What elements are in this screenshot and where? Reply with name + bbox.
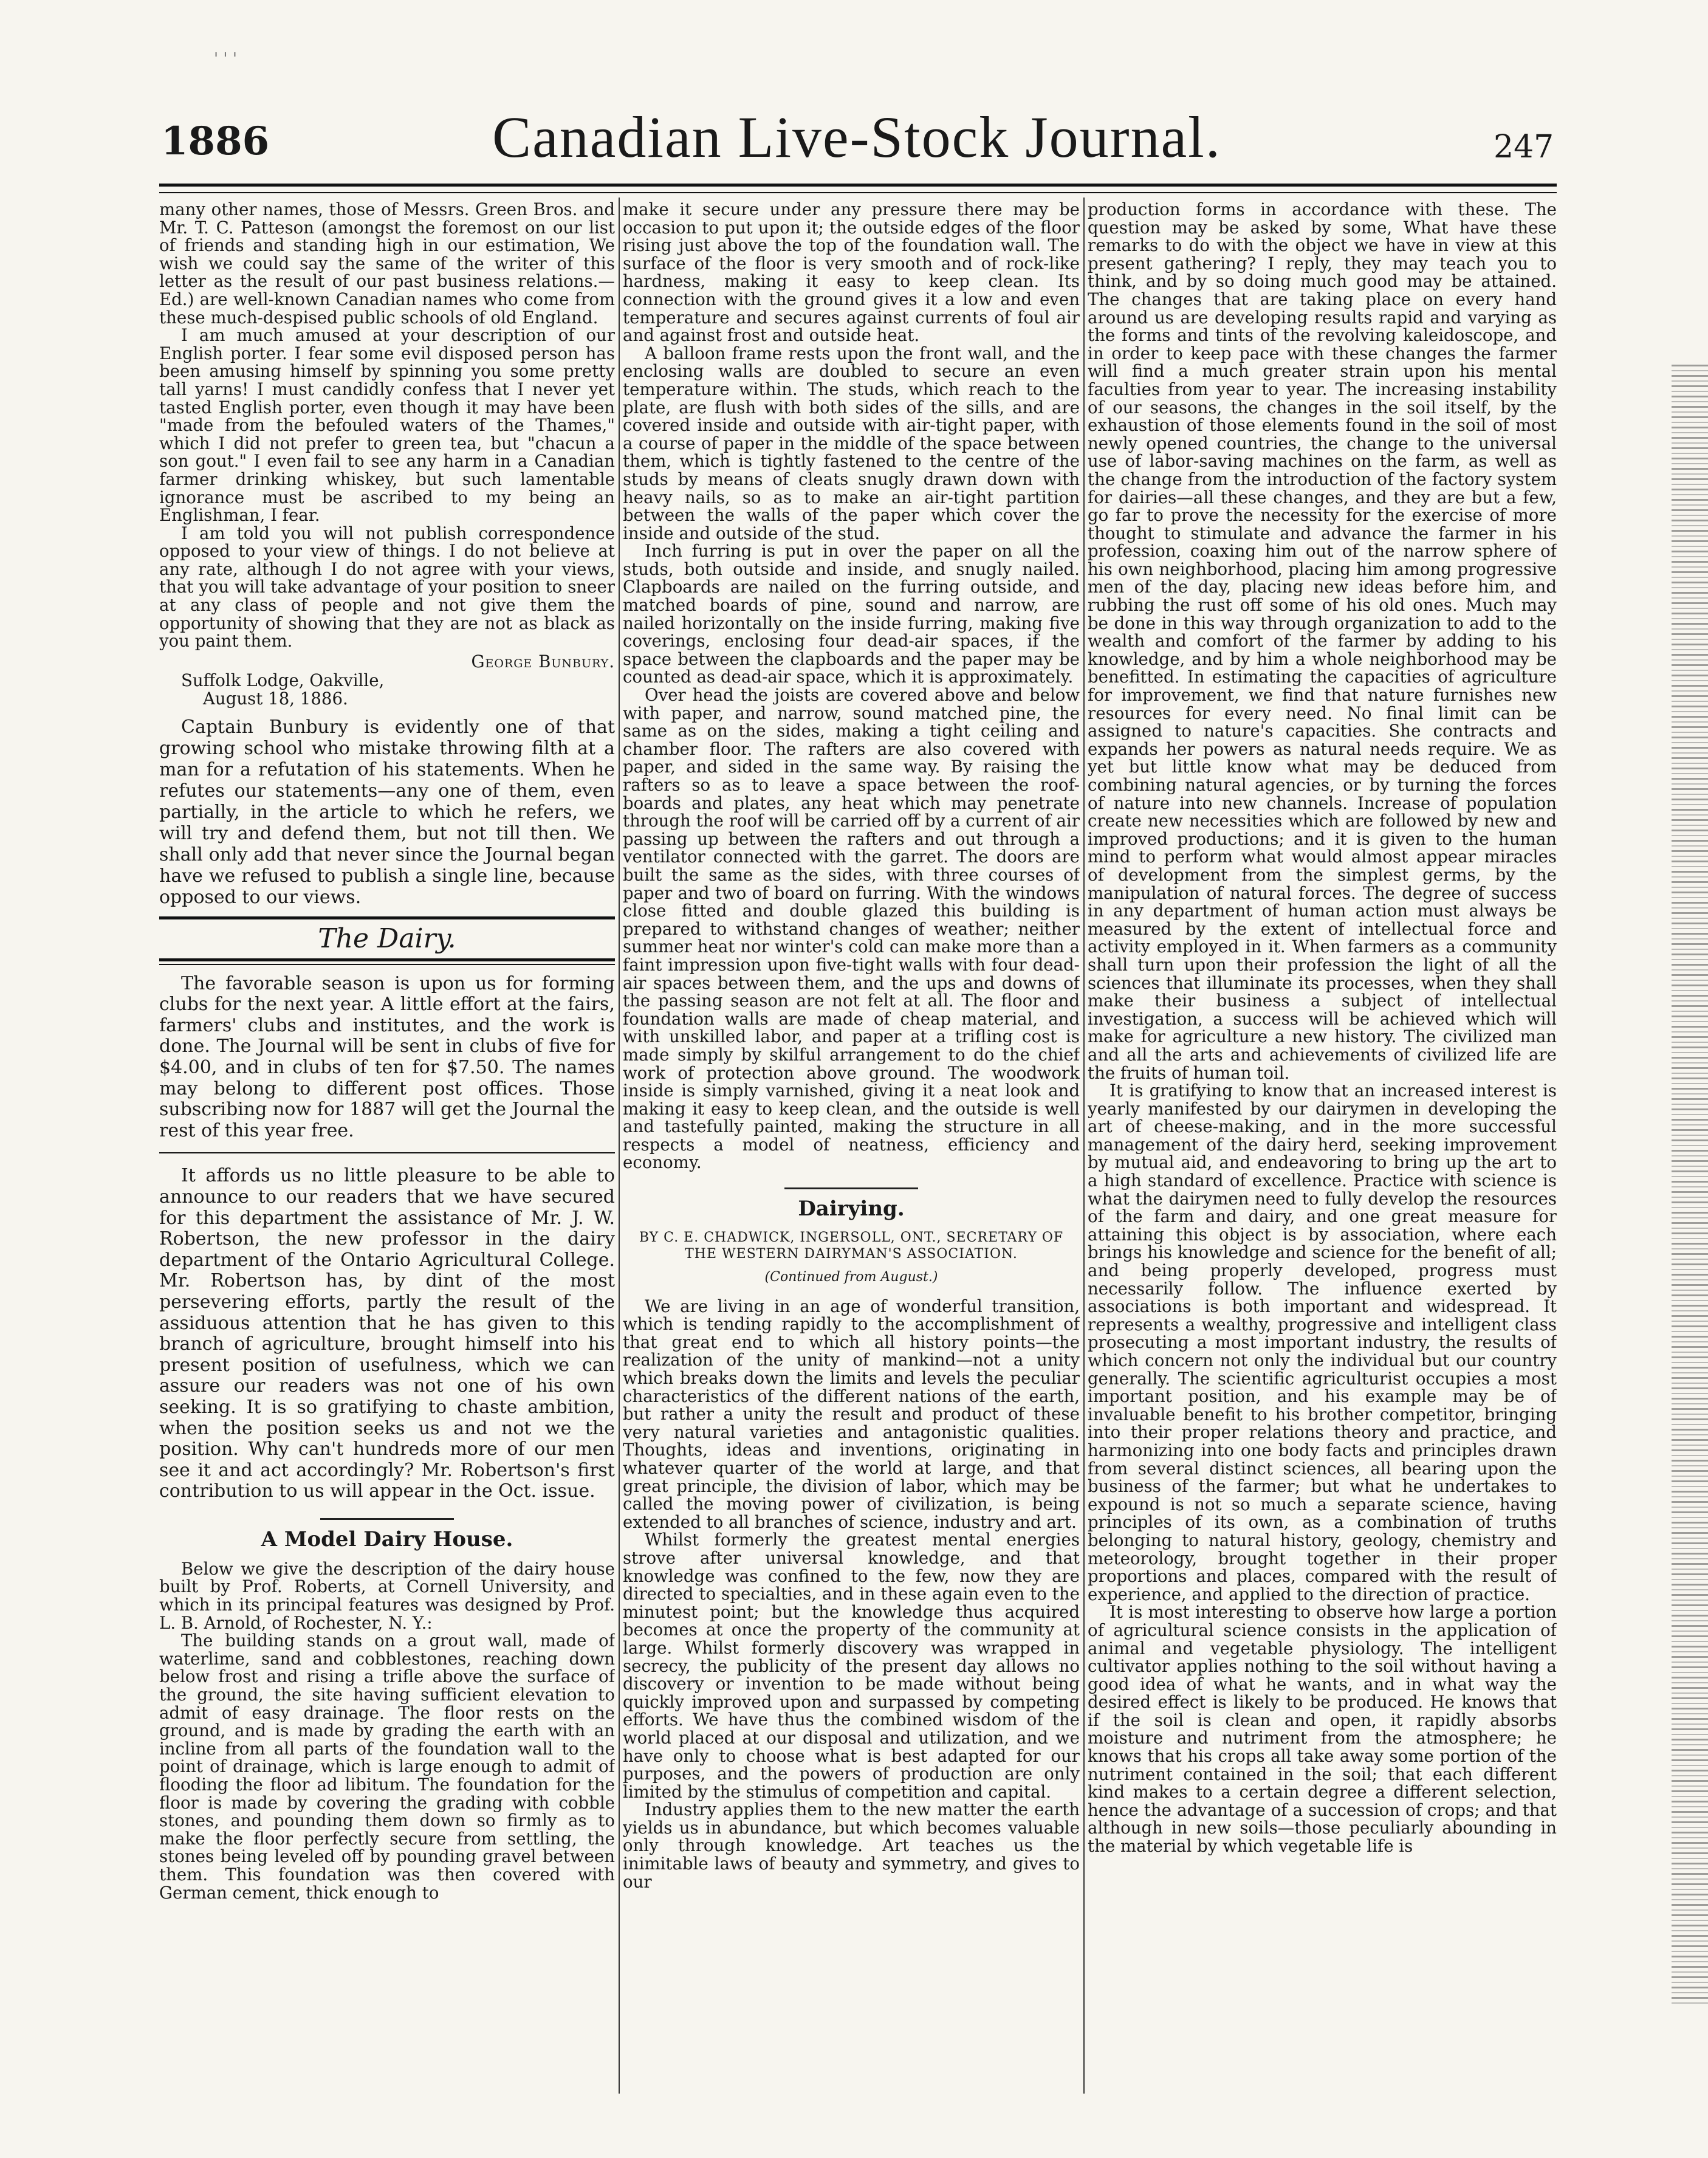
scan-edge-artifact bbox=[1672, 365, 1708, 2005]
signature: George Bunbury. bbox=[471, 651, 615, 672]
article-divider bbox=[320, 1518, 454, 1520]
byline: BY C. E. CHADWICK, INGERSOLL, ONT., SECRETARY OF THE WESTERN DAIRYMAN'S ASSOCIATION. bbox=[639, 1230, 1064, 1262]
dairy-paragraph: It affords us no little pleasure to be able to announce to our readers that we have secured for this department the assistance of Mr. J. W. Robertson, the new professor in the dairy department of the Ontario Agricultural College. Mr. Robertson has, by dint of the most persevering efforts, partly the result of the assiduous attention that he has given to this branch of agriculture, brought himself into his present position of usefulness, which we can assure our readers was not one of his own seeking. It is so gratifying to chaste ambition, when the position seeks us and not we the position. Why can't hundreds more of our men see it and act accordingly? Mr. Robertson's first contribution to us will appear in the Oct. issue. bbox=[159, 1165, 615, 1502]
header-rule-thin bbox=[159, 192, 1557, 193]
column-divider-2 bbox=[1083, 198, 1085, 2094]
article-paragraph: make it secure under any pressure there may be occasion to put upon it; the outside edges of the floor rising just above the top of the foundation wall. The surface of the floor is very smooth and of rock-like hardness, making it easy to keep clean. Its connection with the ground gives it a low and even temperature and secures against currents of foul air and against frost and outside heat. bbox=[623, 201, 1080, 346]
article-paragraph: Over head the joists are covered above and below with paper, and narrow, sound matched pine, the same as on the sides, making a tight ceiling and chamber floor. The rafters are also covered with paper, and sided in the same way. By raising the rafters so as to leave a space between the roof-boards and plates, any heat which may penetrate through the roof will be carried off by a current of air passing up between the rafters and out through a ventilator connected with the garret. The doors are built the same as the sides, with three courses of paper and two of board on furring. With the windows close fitted and double glazed this building is prepared to withstand changes of weather; neither summer heat nor winter's cold can make more than a faint impression upon five-tight walls with four dead-air spaces between them, and the ups and downs of the passing season are not felt at all. The floor and foundation walls are made of cheap material, and with unskilled labor, and paper at a trifling cost is made simply by skilful arrangement to do the chief work of protection above ground. The woodwork inside is simply varnished, giving it a neat look and making it easy to keep clean, and the outside is well and tastefully painted, making the structure in all respects a model of neatness, efficiency and economy. bbox=[623, 685, 1080, 1173]
article-paragraph: It is gratifying to know that an increased interest is yearly manifested by our dairymen in developing the art of cheese-making, and in the more successful management of the dairy herd, seeking improvement by mutual aid, and endeavoring to bring up the art to a high standard of excellence. Practice with science is what the dairymen need to fully develop the resources of the farm and dairy, and one great measure for attaining this object is by association, where each brings his knowledge and science for the benefit of all; and being properly developed, progress must necessarily follow. The influence exerted by associations is both important and widespread. It represents a wealthy, progressive and intelligent class prosecuting a most important industry, the results of which concern not only the individual but our country generally. The scientific agriculturist occupies a most important position, and his example may be of invaluable benefit to his brother competitor, bringing into their proper relations theory and practice, and harmonizing into one body facts and principles drawn from several distinct sciences, all bearing upon the business of the farmer; but what he undertakes to expound is not so much a separate science, having principles of its own, as a combination of truths belonging to natural history, geology, chemistry and meteorology, brought together in their proper proportions and places, compared with the result of experience, and applied to the direction of practice. bbox=[1088, 1081, 1557, 1604]
article-paragraph: Inch furring is put in over the paper on all the studs, both outside and inside, and snugly nailed. Clapboards are nailed on the furring outside, and matched boards of pine, sound and narrow, are nailed horizontally on the inside furring, making five coverings, enclosing four dead-air spaces, if the space between the clapboards and the paper may be counted as dead-air space, which it is approximately. bbox=[623, 541, 1080, 687]
year-label: 1886 bbox=[161, 119, 270, 164]
section-rule-thin bbox=[159, 964, 615, 965]
journal-title: Canadian Live-Stock Journal. bbox=[492, 105, 1221, 170]
section-rule bbox=[159, 958, 615, 961]
column-3 bbox=[1088, 201, 1557, 2091]
letter-paragraph: many other names, those of Messrs. Green Bros. and Mr. T. C. Patteson (amongst the foremost on our list of friends and standing high in our estimation, We wish we could say the same of the writer of this letter as the result of our past business relations.—Ed.) are well-known Canadian names who come from these much-despised public schools of old England. bbox=[159, 201, 615, 328]
article-paragraph: production forms in accordance with these. The question may be asked by some, What have these remarks to do with the object we have in view at this present gathering? I reply, they may teach you to think, and by so doing much good may be attained. The changes that are taking place on every hand around us are developing results rapid and varying as the forms and tints of the revolving kaleidoscope, and in order to keep pace with these changes the farmer will find a much greater strain upon his mental faculties from year to year. The increasing instability of our seasons, the changes in the soil itself, by the exhaustion of those elements found in the soil of most newly opened countries, the change to the universal use of labor-saving machines on the farm, as well as the change from the introduction of the factory system for dairies—all these changes, and they are but a few, go far to prove the necessity for the exercise of more thought to stimulate and advance the farmer in his profession, coaxing him out of the narrow sphere of his own neighborhood, placing him among progressive men of the day, placing new ideas before him, and rubbing the rust off some of his old ones. Much may be done in this way through organization to add to the wealth and comfort of the farmer by adding to his knowledge, and by him a whole neighborhood may be benefitted. In estimating the capacities of agriculture for improvement, we find that nature furnishes new resources for every need. No final limit can be assigned to nature's capacities. She contracts and expands her powers as natural needs require. We as yet but little know what may be deduced from combining natural agencies, or by turning the forces of nature into new channels. Increase of population create new necessities which are followed by new and improved productions; and it is given to the human mind to perform what would almost appear miracles of development from the simplest germs, by the manipulation of natural forces. The degree of success in any department of human action must always be measured by the extent of intellectual force and activity employed in it. When farmers as a community shall turn upon their profession the light of all the sciences that illuminate its processes, when they shall make their business a subject of intellectual investigation, a success will be achieved which will make for agriculture a new history. The civilized man and all the arts and achievements of civilized life are the fruits of human toil. bbox=[1088, 201, 1557, 1083]
letter-location: Suffolk Lodge, Oakville, bbox=[181, 670, 385, 691]
column-divider-1 bbox=[619, 198, 620, 2094]
article-paragraph: Whilst formerly the greatest mental energies strove after universal knowledge, and that knowledge was confined to the few, now they are directed to specialties, and in these again even to the minutest point; but the knowledge thus acquired becomes at once the property of the community at large. Whilst formerly discovery was wrapped in secrecy, the publicity of the present day allows no discovery or invention to be made without being quickly improved upon and surpassed by competing efforts. We have thus the combined wisdom of the world placed at our disposal and utilization, and we have only to choose what is best adapted for our purposes, and the powers of production are only limited by the stimulus of competition and capital. bbox=[623, 1530, 1080, 1802]
article-paragraph: It is most interesting to observe how large a portion of agricultural science consists in the application of animal and vegetable physiology. The intelligent cultivator applies nothing to the soil without having a good idea of what he wants, and in what way the desired effect is likely to be produced. He knows that if the soil is clean and open, it rapidly absorbs moisture and nutriment from the atmosphere; he knows that his crops all take away some portion of the nutriment contained in the soil; that each different kind makes to a certain degree a different selection, hence the advantage of a succession of crops; and that although in new soils—those peculiarly abounding in the material by which vegetable life is bbox=[1088, 1602, 1557, 1857]
corner-mark: ' ' ' bbox=[214, 50, 237, 68]
article-paragraph: Industry applies them to the new matter the earth yields us in abundance, but which becomes valuable only through knowledge. Art teaches us the inimitable laws of beauty and symmetry, and gives to our bbox=[623, 1799, 1080, 1892]
article-paragraph: The building stands on a grout wall, made of waterlime, sand and cobblestones, reaching down below frost and rising a trifle above the surface of the ground, the site having sufficient elevation to admit of easy drainage. The floor rests on the ground, and is made by grading the earth with an incline from all parts of the foundation wall to the point of drainage, which is large enough to admit of flooding the floor ad libitum. The foundation for the floor is made by covering the grading with cobble stones, and pounding them down so firmly as to make the floor perfectly secure from settling, the stones being leveled off by pounding gravel between them. This foundation was then covered with German cement, thick enough to bbox=[159, 1631, 615, 1903]
letter-paragraph: I am much amused at your description of our English porter. I fear some evil disposed person has been amusing himself by spinning you some pretty tall yarns! I must candidly confess that I never yet tasted English porter, even though it may have been "made from the befouled waters of the Thames," which I did not prefer to green tea, but "chacun a son gout." I even fail to see any harm in a Canadian farmer drinking whiskey, but such lamentable ignorance must be ascribed to my being an Englishman, I fear. bbox=[159, 325, 615, 526]
article-paragraph: We are living in an age of wonderful transition, which is tending rapidly to the accomplishment of that great end to which all history points—the realization of the unity of mankind—not a unity which breaks down the limits and levels the peculiar characteristics of the different nations of the earth, but rather a unity the result and product of these very natural varieties and antagonistic qualities. Thoughts, ideas and inventions, originating in whatever quarter of the world at large, and that great principle, the division of labor, which may be called the moving power of civilization, is being extended to all branches of science, industry and art. bbox=[623, 1296, 1080, 1532]
continued-note: (Continued from August.) bbox=[764, 1270, 938, 1285]
letter-date: August 18, 1886. bbox=[203, 689, 348, 709]
page-number: 247 bbox=[1494, 129, 1554, 165]
article-paragraph: Below we give the description of the dairy house built by Prof. Roberts, at Cornell University, and which in its principal features was designed by Prof. L. B. Arnold, of Rochester, N. Y.: bbox=[159, 1558, 615, 1633]
article-title: Dairying. bbox=[798, 1197, 905, 1222]
article-title: A Model Dairy House. bbox=[261, 1527, 513, 1551]
column-1 bbox=[159, 201, 615, 2091]
column-2 bbox=[623, 201, 1080, 2091]
section-title: The Dairy. bbox=[318, 923, 456, 954]
editor-note: Captain Bunbury is evidently one of that growing school who mistake throwing filth at a man for a refutation of his statements. When he refutes our statements—any one of them, even partially, in the article to which he refers, we will try and defend them, but not till then. We shall only add that never since the Journal began have we refused to publish a single line, because opposed to our views. bbox=[159, 716, 615, 908]
section-rule bbox=[159, 916, 615, 919]
letter-paragraph: I am told you will not publish correspondence opposed to your view of things. I do not believe at any rate, although I do not agree with your views, that you will take advantage of your position to sneer at any class of people and not give them the opportunity of showing that they are not as black as you paint them. bbox=[159, 523, 615, 651]
dairy-paragraph: The favorable season is upon us for forming clubs for the next year. A little effort at the fairs, farmers' clubs and institutes, and the work is done. The Journal will be sent in clubs of five for $4.00, and in clubs of ten for $7.50. The names may belong to different post offices. Those subscribing now for 1887 will get the Journal the rest of this year free. bbox=[159, 972, 615, 1141]
paragraph-rule bbox=[159, 1152, 615, 1153]
article-divider bbox=[784, 1187, 918, 1189]
header-rule-thick bbox=[159, 184, 1557, 187]
article-paragraph: A balloon frame rests upon the front wall, and the enclosing walls are doubled to secure an even temperature within. The studs, which reach to the plate, are flush with both sides of the sills, and are covered inside and outside with air-tight paper, with a course of paper in the middle of the space between them, which is tightly fastened to the centre of the studs by means of cleats snugly drawn down with heavy nails, so as to make an air-tight partition between the walls of the paper which cover the inside and outside of the stud. bbox=[623, 343, 1080, 543]
